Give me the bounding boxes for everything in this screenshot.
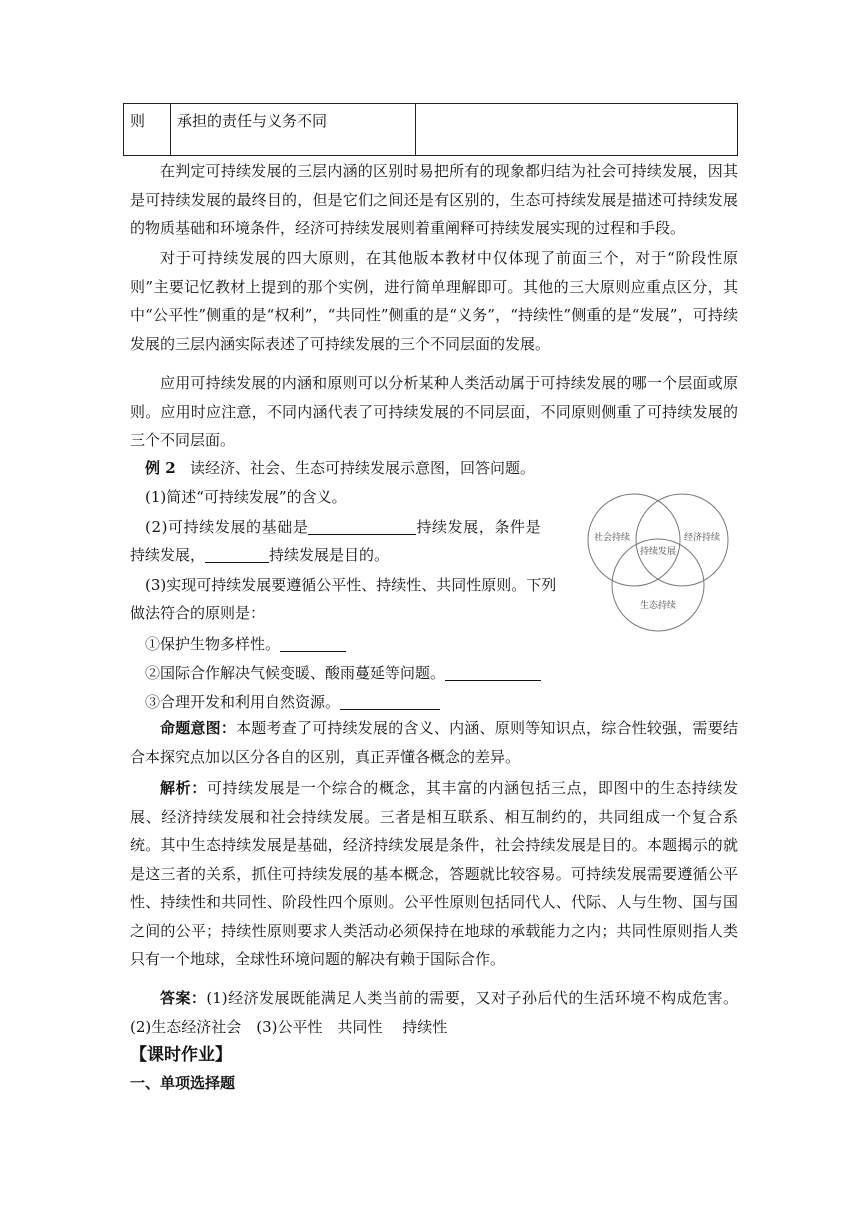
sustainability-venn-diagram — [584, 492, 732, 634]
q2-part-d: 持续发展是目的。 — [269, 546, 390, 564]
option-1-text: ①保护生物多样性。 — [145, 635, 281, 653]
example-heading — [145, 454, 535, 482]
option-3-text: ③合理开发和利用自然资源。 — [145, 693, 341, 711]
example-text: 读经济、社会、生态可持续发展示意图，回答问题。 — [189, 459, 535, 477]
label-social: 社会持续 — [593, 533, 631, 543]
blank-goal[interactable] — [205, 546, 269, 563]
label-ecological: 生态持续 — [639, 601, 677, 611]
table-cell-description: 承担的责任与义务不同 — [171, 104, 416, 156]
example-label: 例 2 — [145, 459, 176, 477]
option-3 — [145, 688, 440, 716]
blank-option-1[interactable] — [280, 635, 346, 652]
homework-heading: 【课时作业】 — [130, 1045, 232, 1065]
table-row — [124, 104, 738, 156]
q2-part-a: (2)可持续发展的基础是 — [145, 518, 309, 536]
option-2-text: ②国际合作解决气候变暖、酸雨蔓延等问题。 — [145, 664, 446, 682]
paragraph-analysis — [130, 774, 738, 974]
blank-foundation[interactable] — [308, 518, 416, 535]
intent-label: 命题意图： — [160, 719, 237, 737]
q2-part-c: 持续发展， — [130, 546, 206, 564]
question-3-line1: (3)实现可持续发展要遵循公平性、持续性、共同性原则。下列 — [145, 576, 557, 594]
table-cell-empty — [416, 104, 738, 156]
q2-part-b: 持续发展，条件是 — [416, 518, 542, 536]
label-economic: 经济持续 — [683, 533, 721, 543]
question-2-line2 — [130, 541, 389, 569]
question-1: (1)简述“可持续发展”的含义。 — [145, 488, 347, 506]
paragraph-intent — [130, 714, 738, 771]
option-2 — [145, 659, 541, 687]
question-2-line1 — [145, 513, 541, 541]
label-center: 持续发展 — [639, 547, 677, 557]
section-heading: 一、单项选择题 — [130, 1074, 236, 1092]
paragraph-distinction: 在判定可持续发展的三层内涵的区别时易把所有的现象都归结为社会可持续发展，因其是可持续发展的最终目的，但是它们之间还是有区别的，生态可持续发展是描述可持续发展的物质基础和环境条件，经济可持续发展则着重阐释可持续发展实现的过程和手段。 — [130, 162, 738, 237]
option-1 — [145, 630, 346, 658]
table-cell-heading: 则 — [124, 104, 171, 156]
paragraph-principles: 对于可持续发展的四大原则，在其他版本教材中仅体现了前面三个，对于“阶段性原则”主要记忆教材上提到的那个实例，进行简单理解即可。其他的三大原则应重点区分，其中“公平性”侧重的是“权利”，“共同性”侧重的是“义务”，“持续性”侧重的是“发展”，可持续发展的三层内涵实际表述了可持续发展的三个不同层面的发展。 — [130, 249, 738, 353]
blank-option-3[interactable] — [340, 693, 440, 710]
analysis-text: 可持续发展是一个综合的概念，其丰富的内涵包括三点，即图中的生态持续发展、经济持续发展和社会持续发展。三者是相互联系、相互制约的，共同组成一个复合系统。其中生态持续发展是基础，经济持续发展是条件，社会持续发展是目的。本题揭示的就是这三者的关系，抓住可持续发展的基本概念，答题就比较容易。可持续发展需要遵循公平性、持续性和共同性、阶段性四个原则。公平性原则包括同代人、代际、人与生物、国与国之间的公平；持续性原则要求人类活动必须保持在地球的承载能力之内；共同性原则指人类只有一个地球，全球性环境问题的解决有赖于国际合作。 — [130, 779, 738, 968]
principle-table — [123, 103, 738, 156]
answer-text: (1)经济发展既能满足人类当前的需要，又对子孙后代的生活环境不构成危害。 (2)生态经济社会 (3)公平性 共同性 持续性 — [130, 989, 738, 1036]
analysis-label: 解析： — [160, 779, 207, 797]
paragraph-application: 应用可持续发展的内涵和原则可以分析某种人类活动属于可持续发展的哪一个层面或原则。应用时应注意，不同内涵代表了可持续发展的不同层面，不同原则侧重了可持续发展的三个不同层面。 — [130, 374, 738, 449]
blank-option-2[interactable] — [445, 664, 541, 681]
question-3-line2: 做法符合的原则是： — [130, 604, 266, 622]
paragraph-answer — [130, 984, 738, 1041]
answer-label: 答案： — [160, 989, 207, 1007]
intent-text: 本题考查了可持续发展的含义、内涵、原则等知识点，综合性较强，需要结合本探究点加以区分各自的区别，真正弄懂各概念的差异。 — [130, 719, 738, 766]
